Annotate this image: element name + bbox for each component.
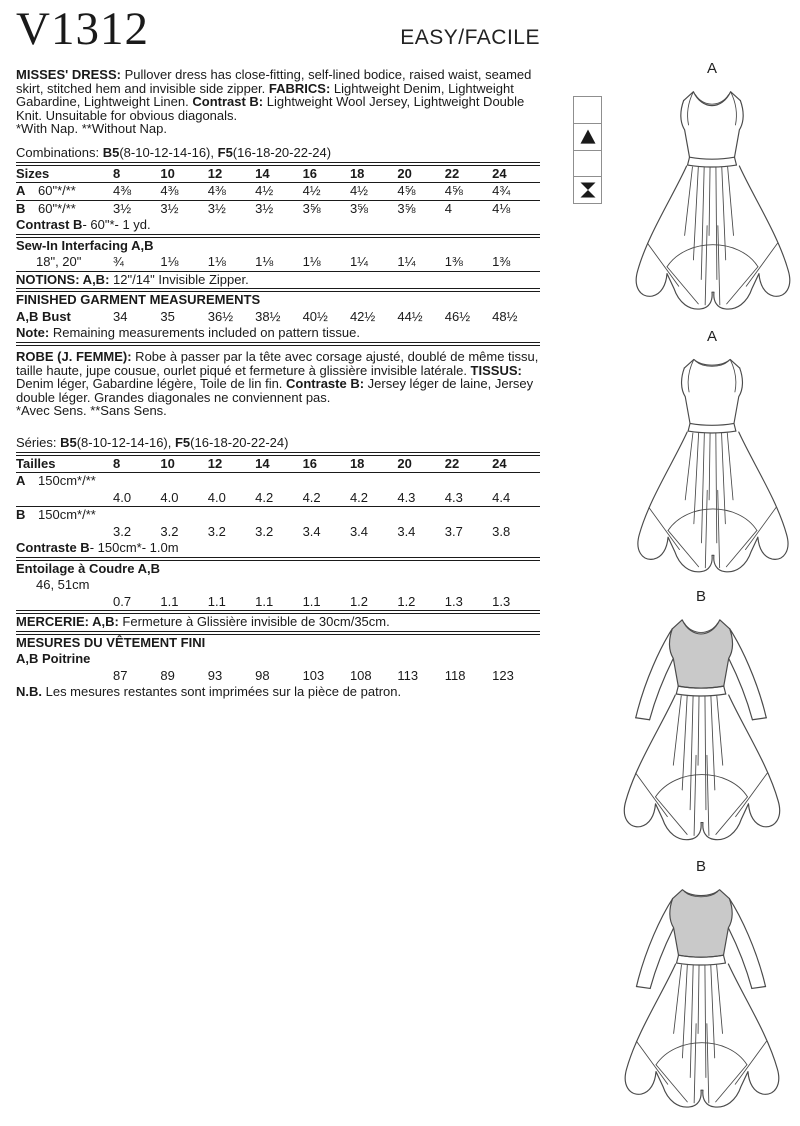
table-cell: 16 [302, 165, 318, 181]
table-cell: 14 [255, 165, 270, 181]
table-cell: 20 [397, 455, 412, 471]
table-cell: 1⅛ [255, 254, 274, 270]
table-cell: 87 [113, 667, 128, 683]
table-cell: 44½ [397, 308, 423, 324]
table-cell: 3½ [207, 200, 226, 216]
table-cell: 1¼ [397, 254, 416, 270]
interfacing-title: Sew-In Interfacing A,B [16, 237, 154, 253]
text-segment: ROBE (J. FEMME): [16, 348, 132, 364]
metrage-row-a-label [16, 473, 540, 490]
bust-label: A,B Bust [16, 308, 71, 324]
table-cell: 12 [207, 165, 223, 181]
text-segment: (16-18-20-22-24) [190, 434, 289, 450]
table-cell: 18 [349, 165, 365, 181]
table-cell: 113 [397, 667, 419, 683]
table-cell: 4.3 [444, 489, 463, 505]
yardage-row-b [16, 201, 540, 218]
table-cell: 1.2 [349, 593, 369, 609]
table-cell: 108 [349, 667, 372, 683]
text-segment: (16-18-20-22-24) [232, 144, 332, 160]
metrage-row-a-values [16, 490, 540, 507]
nb-line [16, 684, 540, 701]
mercerie-line [16, 614, 540, 631]
table-cell: 4 [444, 200, 452, 216]
pattern-number: V1312 [16, 3, 149, 55]
table-cell: 3.2 [113, 523, 132, 539]
text-segment: (8-10-12-14-16), [76, 434, 175, 450]
sizes-header-label: Sizes [16, 165, 50, 181]
nap-note-french: *Avec Sens. **Sans Sens. [16, 403, 167, 419]
view-b-back-figure [613, 858, 789, 1121]
nap-legend [573, 96, 602, 204]
fabric-width: 60"*/** [38, 183, 76, 199]
table-cell: 98 [255, 667, 270, 683]
table-cell: 8 [113, 455, 121, 471]
table-cell: 3.8 [492, 523, 511, 539]
sizes-header-row [16, 166, 540, 183]
table-cell: 1⅛ [160, 254, 179, 270]
empty-cell [16, 525, 113, 540]
divider [16, 342, 540, 346]
table-cell: 10 [160, 165, 175, 181]
table-cell: 1.1 [160, 593, 179, 609]
table-cell: 4⅜ [113, 183, 132, 199]
text-column [16, 3, 540, 701]
fabric-width: 150cm*/** [38, 473, 96, 489]
table-cell: 22 [444, 165, 460, 181]
table-cell: 4.3 [397, 489, 416, 505]
dress-b-back-drawing [613, 877, 789, 1121]
table-cell: 3⅝ [397, 200, 416, 216]
view-label: A [706, 328, 717, 345]
table-cell: 35 [160, 308, 175, 324]
view-letter: B [16, 507, 26, 523]
dress-a-front-drawing [624, 79, 800, 323]
text-segment: - 60"*- 1 yd. [82, 217, 151, 233]
table-cell: 18 [349, 455, 365, 471]
table-cell: 1.1 [255, 593, 274, 609]
notions-line [16, 272, 540, 289]
description-english [16, 68, 540, 122]
view-a-front-figure [624, 60, 800, 323]
text-segment: TISSUS: [470, 362, 522, 378]
table-cell: 3½ [160, 200, 179, 216]
empty-cell [16, 491, 113, 506]
nap-cell-empty [574, 97, 601, 124]
table-cell: 48½ [492, 308, 518, 324]
metrage-row-b-label [16, 507, 540, 524]
table-cell: 10 [160, 455, 175, 471]
table-cell: 3.2 [160, 523, 179, 539]
table-cell: 4.4 [492, 489, 511, 505]
table-cell: 1.2 [397, 593, 416, 609]
view-letter: A [16, 473, 26, 489]
view-label: A [706, 60, 717, 77]
table-cell: 3½ [255, 200, 274, 216]
text-segment: Note: [16, 325, 50, 341]
text-segment: B5 [102, 144, 120, 160]
metrage-row-b-values [16, 524, 540, 541]
mesures-title: MESURES DU VÊTEMENT FINI [16, 634, 206, 650]
text-segment: - 150cm*- 1.0m [89, 540, 179, 556]
text-segment: FABRICS: [268, 80, 331, 96]
table-cell: 22 [444, 455, 460, 471]
table-cell: 1.3 [492, 593, 511, 609]
table-cell: 1.1 [302, 593, 321, 609]
table-cell: 4.0 [207, 489, 226, 505]
table-cell: 3.4 [302, 523, 321, 539]
table-cell: 42½ [349, 308, 376, 324]
note-line [16, 325, 540, 342]
view-b-front-figure [612, 588, 790, 854]
text-segment: N.B. [16, 684, 42, 700]
text-segment: F5 [174, 434, 191, 450]
table-cell: 40½ [302, 308, 328, 324]
table-cell: 24 [492, 165, 507, 181]
row-label [16, 184, 113, 199]
table-cell: 4.0 [160, 489, 179, 505]
table-cell: 123 [492, 667, 514, 683]
text-segment: NOTIONS: A,B: [16, 271, 110, 287]
view-letter: B [16, 200, 26, 216]
text-segment: Remaining measurements included on pattern tissue. [49, 325, 360, 341]
table-cell: 3.2 [207, 523, 226, 539]
table-cell: 4½ [349, 183, 369, 199]
table-cell: 4½ [255, 183, 274, 199]
with-nap-icon [574, 124, 601, 151]
table-cell: 36½ [207, 308, 234, 324]
table-cell: 4.0 [113, 489, 132, 505]
tailles-header-label: Tailles [16, 455, 56, 471]
table-cell: 3.2 [255, 523, 274, 539]
table-cell: ¾ [113, 254, 124, 270]
view-label: B [695, 588, 706, 605]
dress-a-back-drawing [626, 347, 798, 586]
table-cell: 38½ [255, 308, 281, 324]
table-cell: 1¼ [349, 254, 369, 270]
table-cell: 4⅜ [160, 183, 179, 199]
interfacing-row [16, 254, 540, 271]
table-cell: 4⅝ [397, 183, 416, 199]
text-segment: (8-10-12-14-16), [119, 144, 218, 160]
fabric-width: 150cm*/** [38, 507, 96, 523]
text-segment: B5 [60, 434, 77, 450]
contraste-note [16, 540, 540, 557]
text-segment: MERCERIE: A,B: [16, 614, 119, 630]
table-cell: 3.4 [349, 523, 369, 539]
table-cell: 20 [397, 165, 412, 181]
text-segment: 12"/14" Invisible Zipper. [109, 271, 249, 287]
difficulty-label: EASY/FACILE [400, 26, 540, 49]
table-cell: 89 [160, 667, 175, 683]
contrast-note [16, 217, 540, 234]
table-cell: 16 [302, 455, 318, 471]
view-a-back-figure [626, 328, 798, 586]
dress-b-front-drawing [612, 607, 790, 854]
text-segment: Lightweight Wool Jersey, Lightweight Double Knit. Unsuitable for obvious diagonals. [16, 94, 525, 123]
poitrine-label: A,B Poitrine [16, 651, 91, 667]
text-segment: Les mesures restantes sont imprimées sur la pièce de patron. [42, 684, 402, 700]
table-cell: 14 [255, 455, 270, 471]
table-cell: 4½ [302, 183, 321, 199]
text-segment: Robe à passer par la tête avec corsage ajusté, doublé de même tissu, taille haute, jupe cousue, ourlet piqué et fermeture à glissière invisible latérale. [16, 348, 539, 378]
row-label [16, 507, 96, 522]
table-cell: 12 [207, 455, 223, 471]
table-cell: 93 [207, 667, 223, 683]
table-cell: 4⅛ [492, 200, 511, 216]
table-cell: 4.2 [302, 489, 321, 505]
series-line [16, 435, 540, 452]
table-cell: 1⅜ [492, 254, 511, 270]
table-cell: 118 [444, 667, 466, 683]
tailles-header-row [16, 456, 540, 473]
text-segment: Contrast B [16, 217, 83, 233]
table-cell: 46½ [444, 308, 471, 324]
entoilage-values [16, 594, 540, 611]
row-label [16, 473, 96, 488]
table-cell: 3.7 [444, 523, 463, 539]
entoilage-title: Entoilage à Coudre A,B [16, 560, 160, 576]
interfacing-width: 18", 20" [36, 254, 82, 270]
empty-cell [16, 595, 113, 610]
table-cell: 34 [113, 308, 128, 324]
text-segment: Séries: [16, 434, 61, 450]
table-cell: 4⅝ [444, 183, 463, 199]
masthead [16, 3, 540, 55]
text-segment: Contrast B: [192, 94, 264, 110]
table-cell: 1.3 [444, 593, 463, 609]
combinations-line [16, 145, 540, 162]
table-cell: 1.1 [207, 593, 226, 609]
text-segment: F5 [217, 144, 233, 160]
finished-measurements-title: FINISHED GARMENT MEASUREMENTS [16, 292, 261, 308]
poitrine-values [16, 668, 540, 685]
text-segment: Denim léger, Gabardine légère, Toile de lin fin. [16, 376, 287, 392]
entoilage-width: 46, 51cm [36, 577, 90, 593]
table-cell: 3⅝ [302, 200, 321, 216]
table-cell: 24 [492, 455, 507, 471]
text-segment: MISSES' DRESS: [16, 67, 121, 82]
description-french [16, 350, 540, 404]
table-cell: 3.4 [397, 523, 416, 539]
view-letter: A [16, 183, 26, 199]
empty-cell [16, 669, 113, 684]
row-label [16, 202, 113, 217]
table-cell: 4⅜ [207, 183, 226, 199]
text-segment: Pullover dress has close-fitting, self-lined bodice, raised waist, seamed skirt, stitched hem and invisible side zipper. [16, 67, 532, 96]
without-nap-icon [574, 177, 601, 203]
table-cell: 3½ [113, 200, 132, 216]
table-cell: 3⅝ [349, 200, 369, 216]
table-cell: 1⅛ [302, 254, 321, 270]
table-cell: 8 [113, 165, 121, 181]
text-segment: Combinations: [16, 144, 103, 160]
table-cell: 4.2 [349, 489, 369, 505]
bust-row [16, 309, 540, 326]
text-segment: Contraste B: [286, 376, 365, 392]
yardage-row-a [16, 183, 540, 200]
fabric-width: 60"*/** [38, 200, 76, 216]
table-cell: 1⅜ [444, 254, 463, 270]
table-cell: 0.7 [113, 593, 132, 609]
nap-note-english: *With Nap. **Without Nap. [16, 121, 168, 137]
nap-cell-empty [574, 151, 601, 178]
table-cell: 4.2 [255, 489, 274, 505]
view-label: B [695, 858, 706, 875]
text-segment: Lightweight Denim, Lightweight Gabardine, Lightweight Linen. [16, 80, 514, 110]
table-cell: 1⅛ [207, 254, 226, 270]
text-segment: Fermeture à Glissière invisible de 30cm/35cm. [118, 614, 390, 630]
text-segment: Jersey léger de laine, Jersey double léger. Grandes diagonales ne conviennent pas. [16, 376, 534, 405]
table-cell: 103 [302, 667, 325, 683]
table-cell: 4¾ [492, 183, 511, 199]
text-segment: Contraste B [16, 540, 90, 556]
